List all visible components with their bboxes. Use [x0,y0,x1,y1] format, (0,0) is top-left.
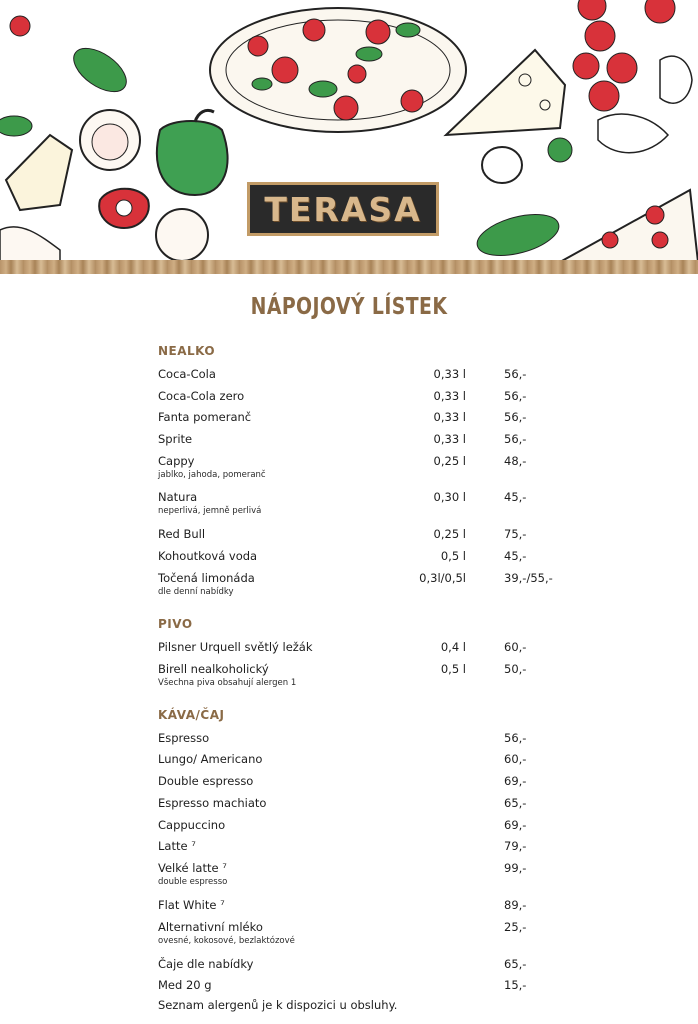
item-name: Espresso machiato [158,796,267,810]
item-price: 79,- [504,839,527,853]
item-name: Coca-Cola [158,367,216,381]
item-price: 69,- [504,774,527,788]
item-description: neperlivá, jemně perlivá [158,506,262,516]
menu-item [0,920,698,950]
item-name: Točená limonáda [158,571,255,585]
item-price: 89,- [504,898,527,912]
item-price: 60,- [504,752,527,766]
menu-item [0,490,698,520]
terasa-logo [247,182,439,236]
item-price: 65,- [504,796,527,810]
item-name: Pilsner Urquell světlý ležák [158,640,313,654]
item-price: 45,- [504,549,527,563]
item-price: 56,- [504,731,527,745]
item-description: jablko, jahoda, pomeranč [158,470,266,480]
wood-divider [0,260,698,274]
item-price: 65,- [504,957,527,971]
item-price: 75,- [504,527,527,541]
item-price: 45,- [504,490,527,504]
item-name: Lungo/ Americano [158,752,263,766]
item-volume: 0,30 l [433,490,466,504]
item-volume: 0,5 l [440,549,466,563]
item-volume: 0,33 l [433,389,466,403]
item-name: Red Bull [158,527,206,541]
item-price: 69,- [504,818,527,832]
section-title-kava-caj: KÁVA/ČAJ [158,708,225,722]
item-description: double espresso [158,877,228,887]
item-name: Čaje dle nabídky [158,957,254,971]
item-description: ovesné, kokosové, bezlaktózové [158,936,295,946]
item-description: Všechna piva obsahují alergen 1 [158,678,297,688]
item-name: Espresso [158,731,210,745]
item-name: Latte ⁷ [158,839,196,853]
item-name: Cappy [158,454,195,468]
menu-item [0,662,698,692]
item-price: 15,- [504,978,527,992]
item-name: Natura [158,490,198,504]
item-volume: 0,25 l [433,527,466,541]
item-price: 56,- [504,367,527,381]
item-volume: 0,33 l [433,410,466,424]
item-name: Birell nealkoholický [158,662,269,676]
item-name: Double espresso [158,774,254,788]
item-name: Alternativní mléko [158,920,263,934]
item-price: 56,- [504,410,527,424]
item-name: Coca-Cola zero [158,389,245,403]
item-name: Med 20 g [158,978,212,992]
item-price: 50,- [504,662,527,676]
item-name: Flat White ⁷ [158,898,225,912]
item-volume: 0,5 l [440,662,466,676]
item-price: 60,- [504,640,527,654]
section-title-pivo: PIVO [158,617,193,631]
item-price: 99,- [504,861,527,875]
item-volume: 0,3l/0,5l [419,571,466,585]
item-name: Cappuccino [158,818,226,832]
menu-item [0,861,698,891]
item-volume: 0,25 l [433,454,466,468]
item-volume: 0,4 l [440,640,466,654]
item-name: Sprite [158,432,193,446]
item-price: 39,-/55,- [504,571,553,585]
item-name: Velké latte ⁷ [158,861,227,875]
item-volume: 0,33 l [433,432,466,446]
page-title: NÁPOJOVÝ LÍSTEK [250,294,448,320]
item-price: 56,- [504,432,527,446]
item-description: dle denní nabídky [158,587,234,597]
item-price: 48,- [504,454,527,468]
allergen-note: Seznam alergenů je k dispozici u obsluhy. [158,998,398,1012]
item-name: Kohoutková voda [158,549,258,563]
section-title-nealko: NEALKO [158,344,216,358]
menu-item [0,454,698,484]
item-price: 25,- [504,920,527,934]
logo-text: TERASA [264,189,422,229]
item-price: 56,- [504,389,527,403]
header-illustration [0,0,698,262]
item-name: Fanta pomeranč [158,410,252,424]
item-volume: 0,33 l [433,367,466,381]
menu-item [0,571,698,601]
